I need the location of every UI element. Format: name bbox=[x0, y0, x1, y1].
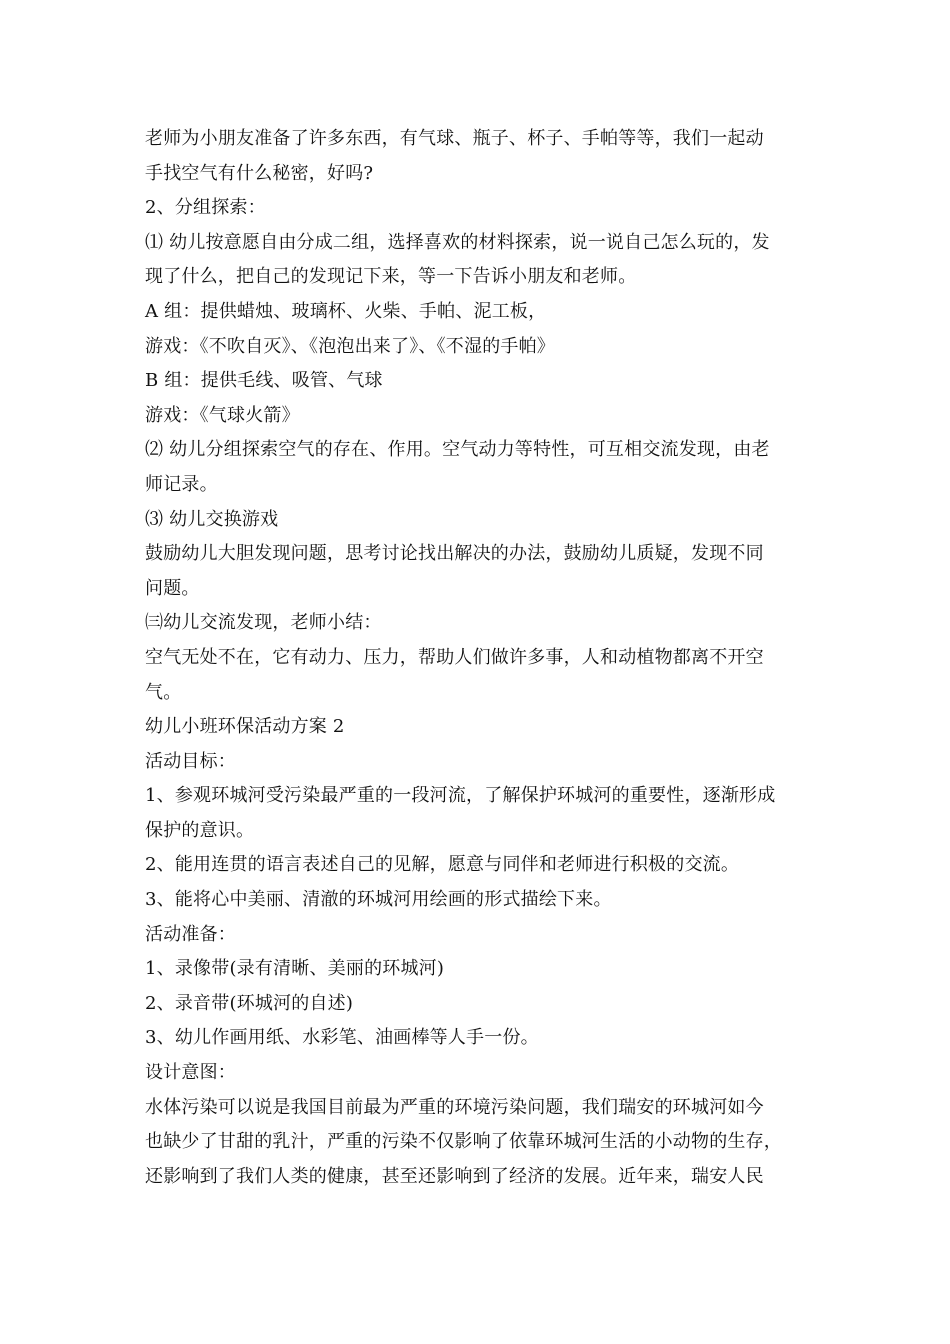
text-line: 游戏：《不吹自灭》、《泡泡出来了》、《不湿的手帕》 bbox=[145, 335, 555, 357]
text-line: 问题。 bbox=[145, 577, 200, 599]
text-line: ⑵ 幼儿分组探索空气的存在、作用。空气动力等特性，可互相交流发现，由老 bbox=[145, 439, 770, 461]
text-line: 也缺少了甘甜的乳汁，严重的污染不仅影响了依靠环城河生活的小动物的生存， bbox=[145, 1131, 782, 1153]
text-line: 手找空气有什么秘密，好吗? bbox=[145, 162, 374, 184]
text-line: 2、能用连贯的语言表述自己的见解，愿意与同伴和老师进行积极的交流。 bbox=[145, 854, 740, 876]
text-line: 3、能将心中美丽、清澈的环城河用绘画的形式描绘下来。 bbox=[145, 889, 612, 911]
document-body bbox=[145, 122, 825, 1194]
text-line: 1、录像带(录有清晰、美丽的环城河) bbox=[145, 958, 445, 980]
text-line: 3、幼儿作画用纸、水彩笔、油画棒等人手一份。 bbox=[145, 1027, 539, 1049]
text-line: 2、录音带(环城河的自述) bbox=[145, 992, 354, 1014]
section-heading: 活动准备： bbox=[145, 923, 236, 945]
text-line: 现了什么，把自己的发现记下来，等一下告诉小朋友和老师。 bbox=[145, 266, 637, 288]
text-line: ㈢幼儿交流发现，老师小结： bbox=[145, 612, 382, 634]
text-line: ⑴ 幼儿按意愿自由分成二组，选择喜欢的材料探索，说一说自己怎么玩的，发 bbox=[145, 231, 770, 253]
text-line: B 组：提供毛线、吸管、气球 bbox=[145, 370, 383, 392]
text-line: 师记录。 bbox=[145, 473, 218, 495]
section-heading: 2、分组探索： bbox=[145, 197, 266, 219]
text-line: 1、参观环城河受污染最严重的一段河流，了解保护环城河的重要性，逐渐形成 bbox=[145, 785, 776, 807]
text-line: A 组：提供蜡烛、玻璃杯、火柴、手帕、泥工板， bbox=[145, 300, 547, 322]
text-line: 鼓励幼儿大胆发现问题，思考讨论找出解决的办法，鼓励幼儿质疑，发现不同 bbox=[145, 543, 764, 565]
section-heading: 活动目标： bbox=[145, 750, 236, 772]
text-line: 空气无处不在，它有动力、压力，帮助人们做许多事，人和动植物都离不开空 bbox=[145, 646, 764, 668]
section-heading: 设计意图： bbox=[145, 1062, 236, 1084]
section-title: 幼儿小班环保活动方案 2 bbox=[145, 716, 345, 738]
text-line: ⑶ 幼儿交换游戏 bbox=[145, 508, 279, 530]
text-line: 游戏：《气球火箭》 bbox=[145, 404, 300, 426]
text-line: 老师为小朋友准备了许多东西，有气球、瓶子、杯子、手帕等等，我们一起动 bbox=[145, 128, 764, 149]
text-line: 气。 bbox=[145, 681, 182, 703]
text-line: 还影响到了我们人类的健康，甚至还影响到了经济的发展。近年来，瑞安人民 bbox=[145, 1165, 764, 1187]
text-line: 保护的意识。 bbox=[145, 819, 255, 841]
text-line: 水体污染可以说是我国目前最为严重的环境污染问题，我们瑞安的环城河如今 bbox=[145, 1096, 764, 1118]
